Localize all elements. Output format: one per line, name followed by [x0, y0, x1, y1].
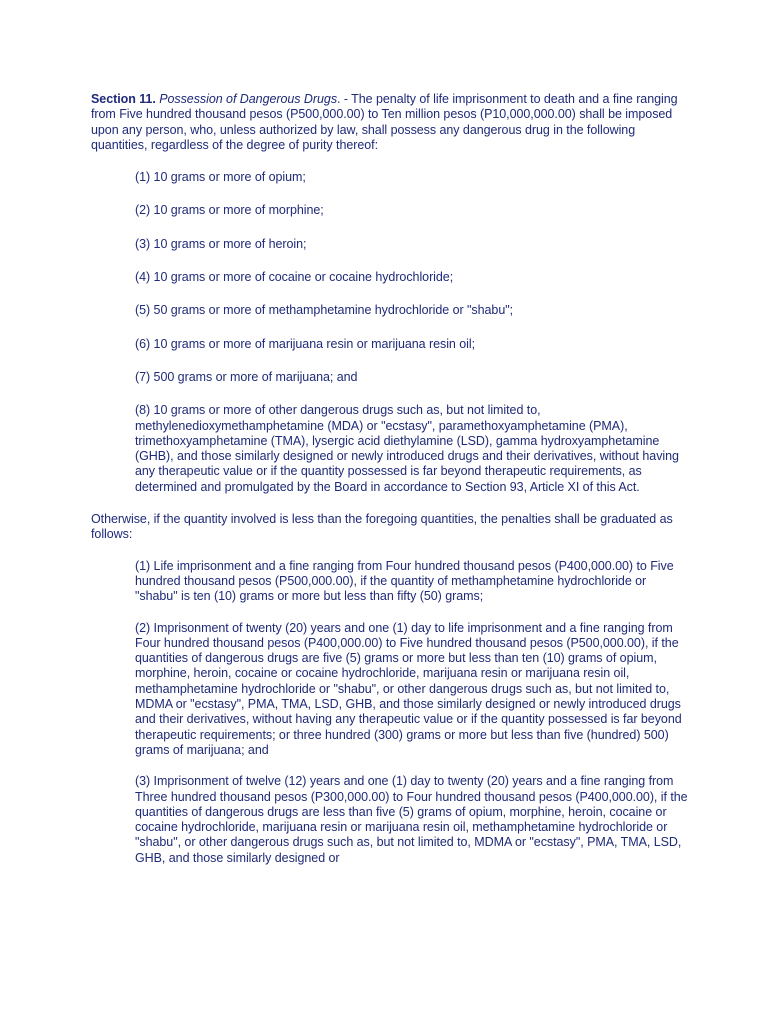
quantity-item-7: (7) 500 grams or more of marijuana; and — [135, 369, 358, 384]
section-subject: Possession of Dangerous Drugs — [159, 92, 338, 106]
section-intro-text: . - The penalty of life imprisonment to death and a fine ranging from Five hundred thousand pesos (P500,000.00) to Ten million pesos (P10,000,000.00) shall be imposed upon any person, who, unless authorized by law, shall possess any dangerous drug in the following quantities, regardless of the degree of purity thereof: — [91, 92, 678, 152]
penalty-list — [91, 559, 691, 866]
penalty-item-1: (1) Life imprisonment and a fine ranging from Four hundred thousand pesos (P400,000.00) to Five hundred thousand pesos (P500,000.00), if the quantity of methamphetamine hydrochloride or "shabu" is ten (10) grams or more but less than fifty (50) grams; — [135, 558, 674, 604]
section-11-intro — [91, 92, 691, 153]
section-number: Section 11. — [91, 92, 156, 106]
otherwise-paragraph: Otherwise, if the quantity involved is less than the foregoing quantities, the penalties shall be graduated as follows: — [91, 512, 673, 542]
quantity-item-4: (4) 10 grams or more of cocaine or cocaine hydrochloride; — [135, 270, 454, 285]
quantity-item-8: (8) 10 grams or more of other dangerous drugs such as, but not limited to, methylenedioxymethamphetamine (MDA) or "ecstasy", paramethoxyamphetamine (PMA), trimethoxyamphetamine (TMA), lysergic acid diethylamine (LSD), gamma hydroxyamphetamine (GHB), and those similarly designed or newly introduced drugs and their derivatives, without having any therapeutic value or if the quantity possessed is far beyond therapeutic requirements, as determined and promulgated by the Board in accordance to Section 93, Article XI of this Act. — [135, 403, 679, 494]
quantity-item-1: (1) 10 grams or more of opium; — [135, 170, 306, 185]
quantity-item-6: (6) 10 grams or more of marijuana resin or marijuana resin oil; — [135, 336, 476, 351]
document-page — [91, 92, 691, 882]
penalty-item-3: (3) Imprisonment of twelve (12) years and one (1) day to twenty (20) years and a fine ranging from Three hundred thousand pesos (P300,000.00) to Four hundred thousand pesos (P400,000.00), if the quantities of dangerous drugs are less than five (5) grams of opium, morphine, heroin, cocaine or cocaine hydrochloride, marijuana resin or marijuana resin oil, methamphetamine hydrochloride or "shabu", or other dangerous drugs such as, but not limited to, MDMA or "ecstasy", PMA, TMA, LSD, GHB, and those similarly designed or — [135, 774, 688, 865]
penalty-item-2: (2) Imprisonment of twenty (20) years and one (1) day to life imprisonment and a fine ranging from Four hundred thousand pesos (P400,000.00) to Five hundred thousand pesos (P500,000.00), if the quantities of dangerous drugs are five (5) grams or more but less than ten (10) grams of opium, morphine, heroin, cocaine or cocaine hydrochloride, marijuana resin or marijuana resin oil, methamphetamine hydrochloride or "shabu", or other dangerous drugs such as, but not limited to, MDMA or "ecstasy", PMA, TMA, LSD, GHB, and those similarly designed or newly introduced drugs and their derivatives, without having any therapeutic value or if the quantity possessed is far beyond therapeutic requirements; or three hundred (300) grams or more but less than five (hundred) 500) grams of marijuana; and — [135, 620, 682, 757]
quantity-item-5: (5) 50 grams or more of methamphetamine hydrochloride or "shabu"; — [135, 303, 514, 318]
quantity-item-2: (2) 10 grams or more of morphine; — [135, 203, 324, 218]
quantity-list — [91, 170, 691, 495]
quantity-item-3: (3) 10 grams or more of heroin; — [135, 236, 307, 251]
